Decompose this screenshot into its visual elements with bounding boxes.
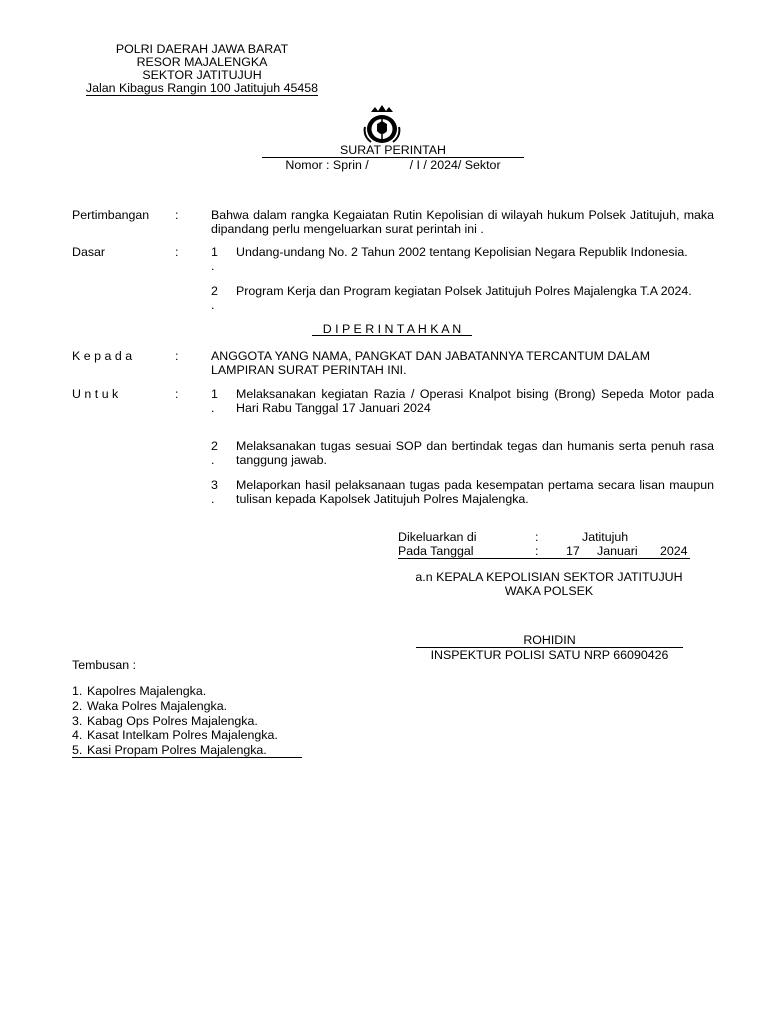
letterhead-line-2: RESOR MAJALENGKA <box>136 55 268 69</box>
tembusan-item-text: Kabag Ops Polres Majalengka. <box>87 713 258 728</box>
list-item <box>72 714 302 729</box>
letter-title <box>262 143 524 172</box>
issued-place-value: Jatitujuh <box>582 530 629 544</box>
tembusan-item-text: Kasat Intelkam Polres Majalengka. <box>87 728 278 743</box>
untuk-item-3-dot: . <box>211 492 215 506</box>
issued-date-month: Januari <box>597 544 638 558</box>
signature-rank: INSPEKTUR POLISI SATU NRP 66090426 <box>430 648 669 662</box>
untuk-item-2-num: 2 <box>211 439 218 453</box>
untuk-item-3-text: Melaporkan hasil pelaksanaan tugas pada kesempatan pertama secara lisan maupun tulisan kepada Kapolsek Jatitujuh Polres Majalengka. <box>236 478 714 506</box>
list-item <box>72 728 302 743</box>
tembusan-item-num: 4. <box>72 728 83 743</box>
letter-number-label: Nomor : Sprin / <box>285 158 369 172</box>
tembusan-list <box>72 684 302 758</box>
tembusan-label: Tembusan : <box>72 658 137 672</box>
letter-number-rest: / I / 2024/ Sektor <box>409 158 501 172</box>
tembusan-item-num: 3. <box>72 713 83 728</box>
dasar-item-1-num: 1 <box>211 245 218 259</box>
untuk-label: Untuk <box>72 387 122 401</box>
kepada-colon: : <box>175 349 179 363</box>
kepada-text: ANGGOTA YANG NAMA, PANGKAT DAN JABATANNYA TERCANTUM DALAM LAMPIRAN SURAT PERINTAH INI. <box>211 349 651 377</box>
list-item <box>72 684 302 699</box>
issued-date-colon: : <box>535 544 539 558</box>
letterhead-line-1: POLRI DAERAH JAWA BARAT <box>115 42 289 56</box>
dasar-label: Dasar <box>72 245 106 259</box>
dasar-item-1-dot: . <box>211 259 215 273</box>
untuk-item-2-dot: . <box>211 453 215 467</box>
dasar-item-1-text: Undang-undang No. 2 Tahun 2002 tentang Kepolisian Negara Republik Indonesia. <box>236 245 688 259</box>
letter-number <box>262 158 524 172</box>
untuk-item-3-num: 3 <box>211 478 218 492</box>
untuk-item-1-dot: . <box>211 401 215 415</box>
pertimbangan-label: Pertimbangan <box>72 208 150 222</box>
issued-date-label: Pada Tanggal <box>398 544 474 558</box>
dasar-colon: : <box>175 245 179 259</box>
dasar-item-2-text: Program Kerja dan Program kegiatan Polsek Jatitujuh Polres Majalengka T.A 2024. <box>236 284 692 298</box>
pertimbangan-colon: : <box>175 208 179 222</box>
signature-office <box>398 570 700 598</box>
signature-office-line-2: WAKA POLSEK <box>504 584 594 598</box>
list-item <box>72 699 302 714</box>
issued-date-row <box>398 544 690 559</box>
issued-place-label: Dikeluarkan di <box>398 530 477 544</box>
untuk-item-1-num: 1 <box>211 387 218 401</box>
tembusan-item-num: 5. <box>72 743 83 758</box>
untuk-item-2-text: Melaksanakan tugas sesuai SOP dan bertindak tegas dan humanis serta penuh rasa tanggung jawab. <box>236 439 714 467</box>
issued-place-colon: : <box>535 530 539 544</box>
diperintahkan-heading: D I P E R I N T A H K A N <box>312 322 472 336</box>
tembusan-item-text: Waka Polres Majalengka. <box>87 698 228 713</box>
tembusan-item-text: Kapolres Majalengka. <box>87 684 207 698</box>
issued-date-year: 2024 <box>660 544 688 558</box>
tembusan-item-num: 2. <box>72 698 83 713</box>
kepada-label: Kepada <box>72 349 136 363</box>
untuk-item-1-text: Melaksanakan kegiatan Razia / Operasi Knalpot bising (Brong) Sepeda Motor pada Hari Rabu Tanggal 17 Januari 2024 <box>236 387 714 415</box>
dasar-item-2-num: 2 <box>211 284 218 298</box>
dasar-item-2-dot: . <box>211 298 215 312</box>
signature-block <box>416 633 683 662</box>
letterhead <box>72 42 332 94</box>
signature-office-line-1: a.n KEPALA KEPOLISIAN SEKTOR JATITUJUH <box>415 570 683 584</box>
signature-name: ROHIDIN <box>416 633 683 648</box>
tembusan-item-text: Kasi Propam Polres Majalengka. <box>87 743 267 758</box>
tembusan-item-num: 1. <box>72 684 83 698</box>
letterhead-address: Jalan Kibagus Rangin 100 Jatitujuh 45458 <box>85 81 319 95</box>
untuk-colon: : <box>175 387 179 401</box>
letterhead-line-3: SEKTOR JATITUJUH <box>142 68 262 82</box>
list-item <box>72 743 302 758</box>
issued-date-day: 17 <box>566 544 580 558</box>
pertimbangan-text: Bahwa dalam rangka Kegaiatan Rutin Kepolisian di wilayah hukum Polsek Jatitujuh, maka dipandang perlu mengeluarkan surat perintah ini . <box>211 208 714 236</box>
letter-heading: SURAT PERINTAH <box>262 143 524 158</box>
